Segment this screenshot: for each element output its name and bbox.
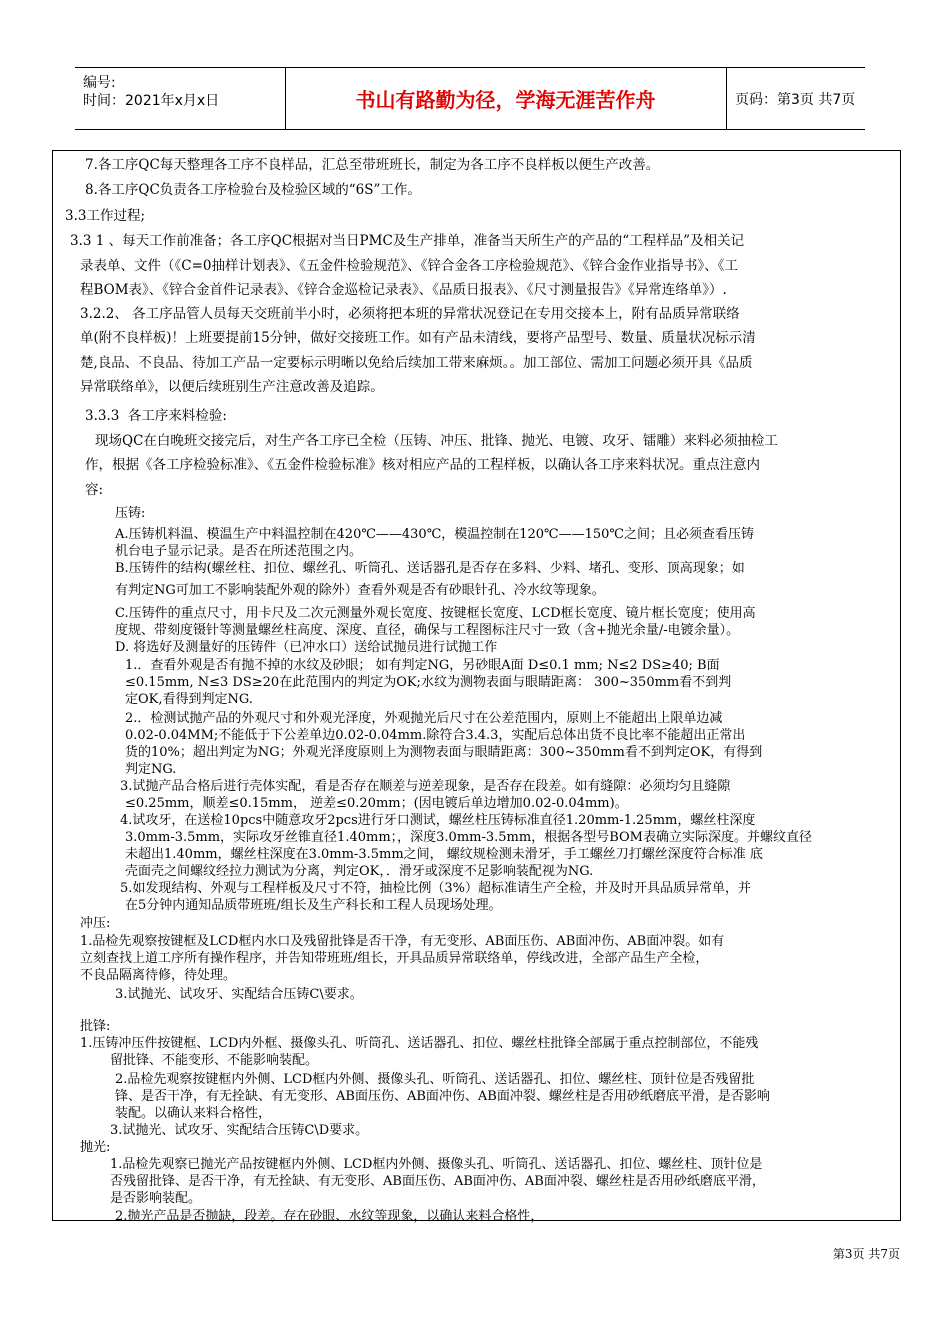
text-line: 有判定NG可加工不影响装配外观的除外）查看外观是否有砂眼针孔、冷水纹等现象。 [115,583,605,598]
text-line: 定OK,看得到判定NG. [125,692,253,707]
text-line: 是否影响装配。 [110,1191,202,1206]
text-line: ≤0.25mm，顺差≤0.15mm， 逆差≤0.20mm；(因电镀后单边增加0.02-0.04mm)。 [125,796,628,811]
text-line: 3.3.3 各工序来料检验: [85,408,227,424]
text-line: 抛光: [80,1140,111,1155]
text-line: 异常联络单》，以便后续班别生产注意改善及追踪。 [80,379,384,395]
text-line: 未超出1.40mm，螺丝柱深度在3.0mm-3.5mm之间， 螺纹规检测未滑牙，手工螺丝刀打螺丝深度符合标准 底 [125,847,763,862]
text-line: 在5分钟内通知品质带班班/组长及生产科长和工程人员现场处理。 [125,898,502,913]
text-line: 8.各工序QC负责各工序检验台及检验区域的“6S”工作。 [85,182,421,198]
text-line: A.压铸机料温、模温生产中料温控制在420℃——430℃，模温控制在120℃——150℃之间；且必须查看压铸 [115,527,754,542]
text-line: 装配。以确认来料合格性， [115,1106,272,1121]
text-line: 压铸: [115,506,146,521]
text-line: 立刻查找上道工序所有操作程序，并告知带班班/组长，开具品质异常联络单，停线改进，全部产品生产全检， [80,951,709,966]
text-line: 现场QC在白晚班交接完后，对生产各工序已全检（压铸、冲压、批锋、抛光、电镀、攻牙、镭雕）来料必须抽检工 [95,433,778,449]
text-line: 货的10%；超出判定为NG；外观光泽度原则上为测物表面与眼睛距离：300~350mm看不到判定OK，有得到 [125,745,763,760]
text-line: 5.如发现结构、外观与工程样板及尺寸不符，抽检比例（3%）超标准请生产全检，并及时开具品质异常单，并 [120,881,752,896]
text-line: 3.3工作过程; [65,208,146,224]
time-label: 时间：2021年x月x日 [83,93,220,109]
text-line: 2.抛光产品是否抛缺，段差。存在砂眼、水纹等现象，以确认来料合格性， [115,1209,544,1224]
text-line: 留批锋、不能变形、不能影响装配。 [110,1053,319,1068]
text-line: 3.试抛产品合格后进行壳体实配，看是否存在顺差与逆差现象，是否存在段差。如有缝隙：必须均匀且缝隙 [120,779,731,794]
text-line: 2.品检先观察按键框内外侧、LCD框内外侧、摄像头孔、听筒孔、送话器孔、扣位、螺丝柱、顶针位是否残留批 [115,1072,755,1087]
text-line: 1.压铸冲压件按键框、LCD内外框、摄像头孔、听筒孔、送话器孔、扣位、螺丝柱批锋全部属于重点控制部位，不能残 [80,1036,759,1051]
text-line: 楚,良品、不良品、待加工产品一定要标示明晰以免给后续加工带来麻烦。。加工部位、需加工问题必须开具《品质 [80,355,753,371]
text-line: 锋、是否干净，有无拴缺、有无变形、AB面压伤、AB面冲伤、AB面冲裂、螺丝柱是否用砂纸磨底平滑，是否影响 [115,1089,770,1104]
text-line: 单(附不良样板)！上班要提前15分钟，做好交接班工作。如有产品未清线，要将产品型号、数量、质量状况标示清 [80,330,756,346]
text-line: 录表单、文件（《C=0抽样计划表》、《五金件检验规范》、《锌合金各工序检验规范》、《锌合金作业指导书》、《工 [80,258,738,274]
text-line: D. 将选好及测量好的压铸件（已冲水口）送给试抛员进行试抛工作 [115,640,498,655]
text-line: C.压铸件的重点尺寸，用卡尺及二次元测量外观长宽度、按键框长宽度、LCD框长宽度、镜片框长宽度；使用高 [115,606,756,621]
text-line: 否残留批锋、是否干净，有无拴缺、有无变形、AB面压伤、AB面冲伤、AB面冲裂、螺丝柱是否用砂纸磨底平滑， [110,1174,765,1189]
page-label: 页码：第3页 共7页 [735,91,856,108]
text-line: 3.试抛光、试攻牙、实配结合压铸C\要求。 [115,987,363,1002]
text-line: 3.0mm-3.5mm，实际攻牙丝锥直径1.40mm；，深度3.0mm-3.5mm，根据各型号BOM表确立实际深度。并螺纹直径 [125,830,812,845]
text-line: 机台电子显示记录。是否在所述范围之内。 [115,544,363,559]
text-line: 3.试抛光、试攻牙、实配结合压铸C\D要求。 [110,1123,369,1138]
text-line: 作，根据《各工序检验标准》、《五金件检验标准》核对相应产品的工程样板，以确认各工序来料状况。重点注意内 [85,457,760,473]
text-line: ≤0.15mm, N≤3 DS≥20在此范围内的判定为OK;水纹为测物表面与眼睛距离： 300~350mm看不到判 [125,675,732,690]
text-line: 1.．查看外观是否有抛不掉的水纹及砂眼； 如有判定NG，另砂眼A面 D≤0.1 mm; N≤2 DS≥40; B面 [125,658,720,673]
page-footer: 第3页 共7页 [832,1247,900,1261]
text-line: 7.各工序QC每天整理各工序不良样品，汇总至带班班长，制定为各工序不良样板以便生产改善。 [85,157,660,173]
text-line: 3.2.2、 各工序品管人员每天交班前半小时，必须将把本班的异常状况登记在专用交接本上，附有品质异常联络 [80,306,740,322]
number-label: 编号: [83,75,116,91]
text-line: 0.02-0.04MM;不能低于下公差单边0.02-0.04mm.除符合3.4.3，实配后总体出货不良比率不能超出正常出 [125,728,746,743]
text-line: 批锋: [80,1019,111,1034]
text-line: 2.．检测试抛产品的外观尺寸和外观光泽度，外观抛光后尺寸在公差范围内，原则上不能超出上限单边减 [125,711,723,726]
text-line: 4.试攻牙，在送检10pcs中随意攻牙2pcs进行牙口测试，螺丝柱压铸标准直径1.20mm-1.25mm，螺丝柱深度 [120,813,756,828]
motto: 书山有路勤为径，学海无涯苦作舟 [285,68,727,129]
text-line: B.压铸件的结构(螺丝柱、扣位、螺丝孔、听筒孔、送话器孔是否存在多料、少料、堵孔、变形、顶高现象；如 [115,561,745,576]
page-header [75,67,865,130]
text-line: 1.品检先观察已抛光产品按键框内外侧、LCD框内外侧、摄像头孔、听筒孔、送话器孔、扣位、螺丝柱、顶针位是 [110,1157,763,1172]
text-line: 冲压: [80,916,111,931]
text-line: 判定NG. [125,762,177,777]
text-line: 壳面壳之间螺纹经拉力测试为分离，判定OK，．滑牙或深度不足影响装配视为NG. [125,864,594,879]
text-line: 程BOM表》、《锌合金首件记录表》、《锌合金巡检记录表》、《品质日报表》、《尺寸测量报告》《异常连络单》）. [80,282,727,298]
text-line: 度规、带刻度镊针等测量螺丝柱高度、深度、直径，确保与工程图标注尺寸一致（含+抛光余量/-电镀余量）。 [115,623,740,638]
text-line: 1.品检先观察按键框及LCD框内水口及残留批锋是否干净，有无变形、AB面压伤、AB面冲伤、AB面冲裂。如有 [80,934,725,949]
text-line: 3.3 1 、每天工作前准备；各工序QC根据对当日PMC及生产排单，准备当天所生产的产品的“工程样品”及相关记 [70,233,745,249]
text-line: 容: [85,482,104,498]
header-left-cell [75,68,286,129]
text-line: 不良品隔离待修，待处理。 [80,968,237,983]
